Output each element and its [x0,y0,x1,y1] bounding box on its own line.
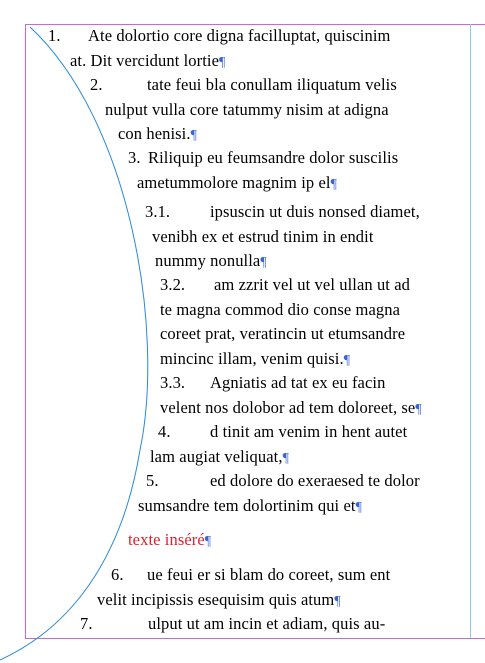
item-text-line: ulput ut am incin et adiam, quis au- [148,614,386,633]
item-number: 2. [90,75,103,94]
pilcrow-mark: ¶ [282,450,290,466]
pilcrow-mark: ¶ [415,401,422,417]
inserted-text-paragraph [128,528,211,555]
item-text-line: velit incipissis esequisim quis atum [97,589,335,609]
item-text-line: tate feui bla conullam iliquatum velis [147,75,397,94]
item-text-line: ipsuscin ut duis nonsed diamet, [210,202,420,221]
item-text-line: Ate dolortio core digna facilluptat, quiscinim [88,26,391,45]
item-text-line: am zzrit vel ut vel ullan ut ad [214,275,410,294]
item-text-line: velent nos dolobor ad tem doloreet, se [160,397,416,417]
item-text-line: lam augiat veliquat, [150,446,283,466]
item-number: 3.1. [145,202,171,221]
pilcrow-mark: ¶ [190,128,198,143]
item-text-line: ed dolore do exeraesed te dolor [210,471,420,490]
item-text-line: at. Dit vercidunt lortie [70,50,220,70]
item-text-line: Agniatis ad tat ex eu facin [210,373,386,392]
item-text-line: sumsandre tem dolortinim qui et [138,495,356,515]
item-text-line: ametummolore magnim ip el [137,172,331,192]
item-text-line: te magna commod dio conse magna [160,299,400,319]
list-item-3-1 [145,200,420,276]
list-item-4 [150,420,408,471]
item-text-line: nulput vulla core tatummy nisim at adigna [105,99,389,119]
item-number: 4. [158,422,171,441]
list-item-7 [80,612,385,637]
item-text-line: coreet prat, veratincin ut etumsandre [160,324,406,343]
list-item-5 [138,469,420,520]
pilcrow-mark: ¶ [343,352,351,368]
list-item-3 [128,146,398,197]
list-item-6 [97,563,391,614]
item-text-line: nummy nonulla [155,251,261,270]
item-text-line: ue feui er si blam do coreet, sum ent [147,565,391,584]
pilcrow-mark: ¶ [334,593,341,609]
list-item-2 [90,73,397,149]
item-text-line: con henisi. [118,124,191,143]
pilcrow-mark: ¶ [219,54,226,70]
inserted-text: texte inséré [128,530,205,549]
list-item-1 [48,24,390,75]
item-number: 3. [128,148,141,167]
item-text-line: d tinit am venim in hent autet [210,422,408,441]
item-text-line: mincinc illam, venim quisi. [160,348,344,368]
item-number: 3.2. [160,275,186,294]
list-item-3-2 [160,273,410,373]
item-number: 3.3. [160,373,186,392]
list-item-3-3 [160,371,422,422]
item-number: 6. [111,565,124,584]
item-number: 5. [146,471,159,490]
pilcrow-mark: ¶ [355,499,363,515]
pilcrow-mark: ¶ [204,534,212,549]
item-text-line: Riliquip eu feumsandre dolor suscilis [148,148,399,167]
item-number: 7. [80,614,93,633]
item-number: 1. [48,26,61,45]
item-text-line: venibh ex et estrud tinim in endit [152,226,374,246]
pilcrow-mark: ¶ [330,176,338,192]
pilcrow-mark: ¶ [260,255,267,270]
